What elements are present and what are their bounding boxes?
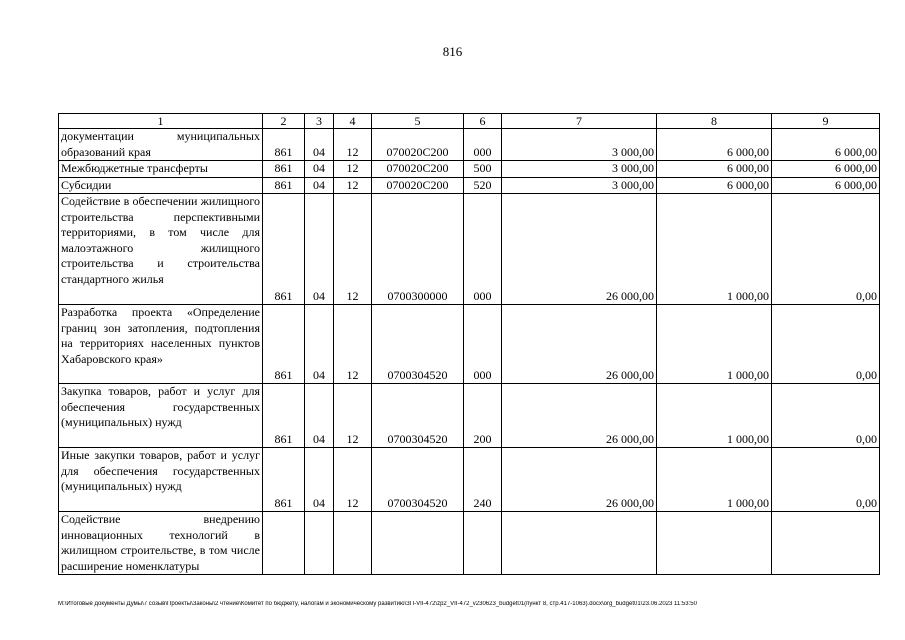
cell-amount-1: 26 000,00 — [502, 305, 657, 384]
cell-rz: 04 — [305, 177, 334, 194]
cell-amount-1 — [502, 512, 657, 575]
cell-csr: 0700304520 — [372, 448, 464, 512]
cell-amount-1: 3 000,00 — [502, 161, 657, 178]
cell-amount-3: 0,00 — [772, 384, 880, 448]
cell-rz: 04 — [305, 384, 334, 448]
cell-gr: 861 — [263, 129, 305, 161]
column-header: 8 — [657, 114, 772, 129]
budget-table — [58, 113, 880, 575]
cell-gr: 861 — [263, 448, 305, 512]
document-path-footer: M:\Итоговые документы Думы\7 созыв\Проекты\Законы\2 чтение\Комитет по бюджету, налогам и экономическому развитию\ЗП-VII-472\zp2_VII-472_v230623_budget01(пункт 8, стр.417-1063).docx\org_budget01\23.06.2023 11:53:50 — [58, 601, 697, 607]
column-header: 2 — [263, 114, 305, 129]
row-name: Межбюджетные трансферты — [59, 161, 263, 178]
cell-rz: 04 — [305, 194, 334, 305]
table-row — [59, 305, 880, 384]
column-header: 7 — [502, 114, 657, 129]
cell-rz: 04 — [305, 161, 334, 178]
cell-amount-3: 6 000,00 — [772, 177, 880, 194]
cell-gr: 861 — [263, 177, 305, 194]
table-row — [59, 512, 880, 575]
cell-csr: 0700304520 — [372, 305, 464, 384]
row-name: Разработка проекта «Определение границ зон затопления, подтопления на территориях населенных пунктов Хабаровского края» — [59, 305, 263, 384]
cell-vr: 500 — [464, 161, 502, 178]
cell-gr — [263, 512, 305, 575]
cell-pr: 12 — [334, 305, 372, 384]
cell-csr: 070020С200 — [372, 161, 464, 178]
column-header: 3 — [305, 114, 334, 129]
cell-amount-1: 26 000,00 — [502, 384, 657, 448]
cell-csr: 070020С200 — [372, 177, 464, 194]
cell-gr: 861 — [263, 305, 305, 384]
column-header: 1 — [59, 114, 263, 129]
cell-amount-1: 3 000,00 — [502, 129, 657, 161]
cell-csr — [372, 512, 464, 575]
page-number: 816 — [442, 44, 463, 59]
cell-amount-3 — [772, 512, 880, 575]
cell-amount-2: 6 000,00 — [657, 129, 772, 161]
column-header: 6 — [464, 114, 502, 129]
column-header: 9 — [772, 114, 880, 129]
cell-vr: 200 — [464, 384, 502, 448]
cell-rz: 04 — [305, 129, 334, 161]
cell-pr: 12 — [334, 129, 372, 161]
cell-pr: 12 — [334, 448, 372, 512]
column-header: 5 — [372, 114, 464, 129]
row-name: документации муниципальных образований края — [59, 129, 263, 161]
cell-pr: 12 — [334, 384, 372, 448]
header-row — [59, 114, 880, 129]
cell-pr — [334, 512, 372, 575]
cell-vr: 240 — [464, 448, 502, 512]
cell-amount-2: 1 000,00 — [657, 305, 772, 384]
cell-pr: 12 — [334, 177, 372, 194]
row-name: Субсидии — [59, 177, 263, 194]
table-row — [59, 177, 880, 194]
table-row — [59, 384, 880, 448]
cell-gr: 861 — [263, 384, 305, 448]
cell-amount-2: 1 000,00 — [657, 384, 772, 448]
row-name: Иные закупки товаров, работ и услуг для обеспечения государственных (муниципальных) нужд — [59, 448, 263, 512]
cell-amount-1: 26 000,00 — [502, 448, 657, 512]
cell-rz — [305, 512, 334, 575]
cell-amount-3: 6 000,00 — [772, 161, 880, 178]
cell-pr: 12 — [334, 161, 372, 178]
row-name: Закупка товаров, работ и услуг для обеспечения государственных (муниципальных) нужд — [59, 384, 263, 448]
cell-pr: 12 — [334, 194, 372, 305]
table-row — [59, 194, 880, 305]
cell-amount-1: 26 000,00 — [502, 194, 657, 305]
cell-vr: 000 — [464, 305, 502, 384]
cell-gr: 861 — [263, 161, 305, 178]
cell-vr: 000 — [464, 194, 502, 305]
cell-amount-2 — [657, 512, 772, 575]
cell-amount-3: 0,00 — [772, 305, 880, 384]
cell-amount-3: 0,00 — [772, 194, 880, 305]
cell-amount-2: 1 000,00 — [657, 194, 772, 305]
cell-amount-3: 0,00 — [772, 448, 880, 512]
column-header: 4 — [334, 114, 372, 129]
row-name: Содействие в обеспечении жилищного строительства перспективными территориями, в том числе для малоэтажного жилищного строительства и строительства стандартного жилья — [59, 194, 263, 305]
cell-vr: 000 — [464, 129, 502, 161]
cell-csr: 0700300000 — [372, 194, 464, 305]
row-name: Содействие внедрению инновационных технологий в жилищном строительстве, в том числе расширение номенклатуры — [59, 512, 263, 575]
cell-rz: 04 — [305, 448, 334, 512]
cell-csr: 0700304520 — [372, 384, 464, 448]
cell-vr — [464, 512, 502, 575]
table-row — [59, 161, 880, 178]
table-row — [59, 129, 880, 161]
cell-csr: 070020С200 — [372, 129, 464, 161]
cell-amount-2: 1 000,00 — [657, 448, 772, 512]
table-row — [59, 448, 880, 512]
cell-amount-3: 6 000,00 — [772, 129, 880, 161]
cell-rz: 04 — [305, 305, 334, 384]
cell-vr: 520 — [464, 177, 502, 194]
cell-amount-1: 3 000,00 — [502, 177, 657, 194]
cell-amount-2: 6 000,00 — [657, 177, 772, 194]
cell-gr: 861 — [263, 194, 305, 305]
cell-amount-2: 6 000,00 — [657, 161, 772, 178]
